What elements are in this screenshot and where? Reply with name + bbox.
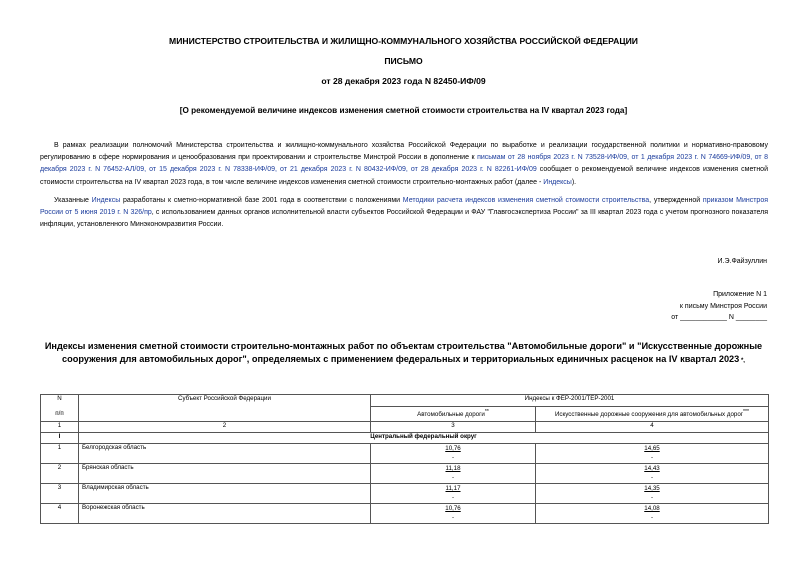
col-roads-footnote: ** [484,409,489,416]
section-number: I [41,433,79,444]
row-number: 4 [41,504,79,524]
row-roads-cell [371,444,536,464]
struct-index-value: 14,65 [644,445,660,452]
struct-index-value: 14,43 [644,465,660,472]
row-subject: Владимирская область [79,484,371,504]
row-struct-cell [536,444,769,464]
table-title-line-2-text: сооружения для автомобильных дорог", определяемых с применением федеральных и территориальных единичных расценок на IV квартал 2023 [62,354,740,364]
row-subject: Воронежская область [79,504,371,524]
doc-type: ПИСЬМО [384,56,423,66]
struct-dash: - [650,474,654,481]
indexes-link-1[interactable]: Индексы [543,178,572,186]
struct-dash: - [650,454,654,461]
roads-index-value: 10,76 [445,505,461,512]
appendix-line-1: Приложение N 1 [713,291,767,298]
table-row [41,504,769,524]
paragraph-2 [40,195,768,232]
para1-text-3: ). [571,178,577,186]
row-roads-cell [371,464,536,484]
table-row [41,484,769,504]
col-pp-header: п/п [41,407,79,422]
roads-dash: - [451,494,455,501]
table-row [41,444,769,464]
doc-date-number: от 28 декабря 2023 года N 82450-ИФ/09 [321,76,486,86]
para1-text-2: сообщает о рекомендуемой величине индексов изменения сметной стоимости строительства на IV квартал 2023 года, в том числе величине индексов изменения сметной стоимости строительно-монтажных работ (далее - [40,166,768,186]
para1-text-1: В рамках реализации полномочий Министерства строительства и жилищно-коммунального хозяйства Российской Федерации по выработке и реализации государственной политики и нормативно-правовому регулированию в сфере нормирования и ценообразования при проектировании и строительстве Минстрой России в дополнение к [40,142,768,162]
doc-subject: [О рекомендуемой величине индексов изменения сметной стоимости строительства на IV квартал 2023 года] [179,106,628,115]
methodology-link[interactable]: Методики расчета индексов изменения сметной стоимости строительства [402,197,650,204]
section-name: Центральный федеральный округ [79,433,769,444]
para2-text-3: , утвержденной [649,197,703,204]
col-roads-label: Автомобильные дороги [417,411,485,419]
appendix-line-2: к письму Минстроя России [679,302,767,310]
col-indexes-header: Индексы к ФЕР-2001/ТЕР-2001 [371,395,769,407]
col-number-4: 4 [536,422,769,433]
para2-text-4: , с использованием данных органов исполнительной власти субъектов Российской Федерации и ФАУ "Главгосэкспертиза России" за III квартал 2023 года с учетом прогнозного показателя инфляции, установленного Минэкономразвития России. [40,209,768,229]
struct-index-value: 14,08 [644,505,660,512]
row-roads-cell [371,504,536,524]
row-struct-cell [536,504,769,524]
col-struct-header [536,407,769,422]
table-title-footnote-mark: *, [739,358,745,364]
col-number-1: 1 [41,422,79,433]
order-link[interactable]: приказом Минстроя России от 5 июня 2019 г. N 326/пр [40,197,769,217]
roads-index-value: 11,17 [445,485,461,492]
appendix-block [671,289,767,324]
header-row-1 [41,395,769,407]
indexes-link-2[interactable]: Индексы [91,197,121,204]
roads-index-value: 10,76 [445,445,461,452]
para2-text-2: разработаны к сметно-нормативной базе 2001 года в соответствии с положениями [120,197,403,204]
indexes-table [40,394,769,524]
col-n-header: N [41,395,79,407]
roads-dash: - [451,514,455,521]
signature: И.Э.Файзуллин [717,258,767,265]
table-title-line-1: Индексы изменения сметной стоимости строительно-монтажных работ по объектам строительства "Автомобильные дороги" и "Искусственные дорожные [44,341,763,351]
row-number: 3 [41,484,79,504]
paragraph-1 [40,140,768,189]
para2-text-1: Указанные [54,197,92,204]
ministry-title: МИНИСТЕРСТВО СТРОИТЕЛЬСТВА И ЖИЛИЩНО-КОММУНАЛЬНОГО ХОЗЯЙСТВА РОССИЙСКОЙ ФЕДЕРАЦИИ [169,36,638,46]
col-struct-footnote: *** [743,409,750,416]
col-struct-label: Искусственные дорожные сооружения для автомобильных дорог [554,411,744,419]
roads-dash: - [451,474,455,481]
col-number-2: 2 [79,422,371,433]
roads-index-value: 11,18 [445,465,461,472]
struct-dash: - [650,514,654,521]
table-row [41,464,769,484]
section-row [41,433,769,444]
row-subject: Белгородская область [79,444,371,464]
row-roads-cell [371,484,536,504]
roads-dash: - [451,454,455,461]
row-number: 2 [41,464,79,484]
table-title [0,340,807,368]
letters-link[interactable]: письмам от 28 ноября 2023 г. N 73528-ИФ/09, от 1 декабря 2023 г. N 74669-ИФ/09, от 8 декабря 2023 г. N 76452-АЛ/09, от 15 декабря 2023 г. N 78338-ИФ/09, от 21 декабря 2023 г. N 80432-ИФ/09, от 28 декабря 2023 г. N 82261-ИФ/09 [40,154,769,174]
struct-index-value: 14,35 [644,485,660,492]
struct-dash: - [650,494,654,501]
col-number-3: 3 [371,422,536,433]
table-title-line-2 [0,353,807,368]
row-struct-cell [536,464,769,484]
col-roads-header [371,407,536,422]
row-number: 1 [41,444,79,464]
row-struct-cell [536,484,769,504]
appendix-line-3: от ____________ N ________ [671,314,767,321]
column-numbers-row [41,422,769,433]
row-subject: Брянская область [79,464,371,484]
col-subject-header: Субъект Российской Федерации [79,395,371,422]
